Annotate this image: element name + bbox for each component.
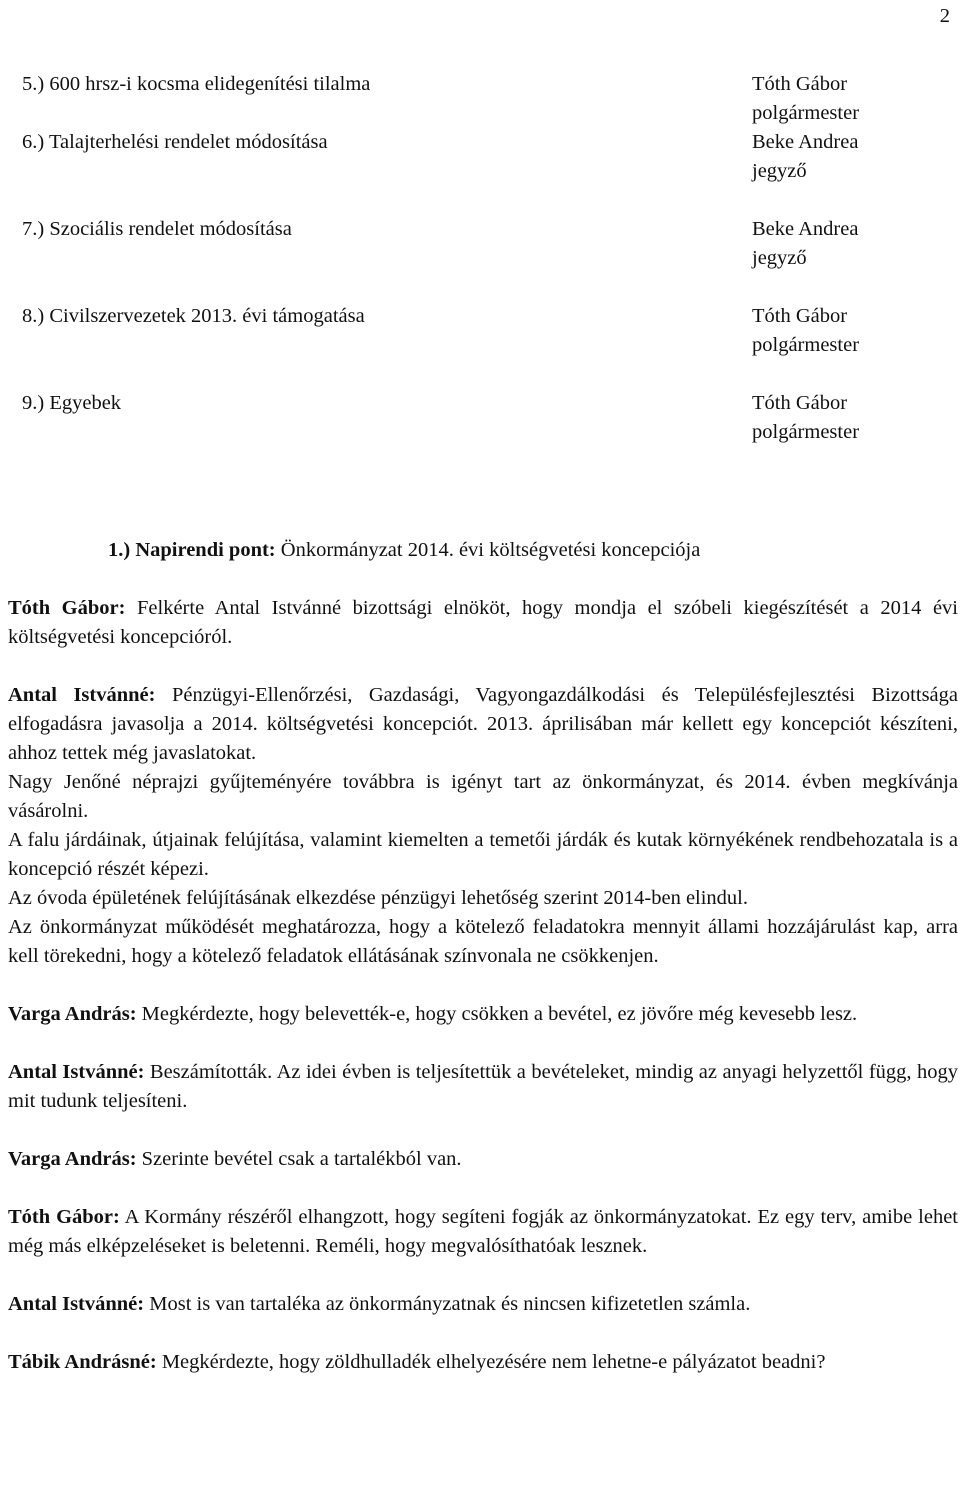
presenter-role: polgármester xyxy=(752,334,860,356)
speaker-name: Tábik Andrásné: xyxy=(8,1351,157,1373)
presenter-name: Tóth Gábor xyxy=(752,305,848,327)
meeting-minutes xyxy=(8,594,958,1377)
minutes-paragraph xyxy=(8,1348,958,1377)
presenter-name: Tóth Gábor xyxy=(752,392,848,414)
agenda-item xyxy=(22,389,952,447)
presenter-role: polgármester xyxy=(752,421,860,443)
agenda-item-presenter xyxy=(752,128,858,186)
paragraph-text: Pénzügyi-Ellenőrzési, Gazdasági, Vagyongazdálkodási és Településfejlesztési Bizottsága elfogadásra javasolja a 2014. költségvetési koncepciót. 2013. áprilisában már kellett egy koncepciót készíteni, ahhoz tettek még javaslatokat. xyxy=(8,684,958,764)
minutes-paragraph xyxy=(8,1290,958,1319)
minutes-paragraph xyxy=(8,681,958,768)
agenda-item xyxy=(22,215,952,302)
minutes-paragraph xyxy=(8,768,958,826)
agenda-item-title: 8.) Civilszervezetek 2013. évi támogatása xyxy=(22,305,365,327)
speaker-name: Tóth Gábor: xyxy=(8,1206,120,1228)
presenter-name: Tóth Gábor xyxy=(752,73,848,95)
agenda-item xyxy=(22,302,952,389)
minutes-paragraph xyxy=(8,1058,958,1116)
agenda-topic-heading xyxy=(108,536,700,565)
agenda-list xyxy=(22,70,952,447)
paragraph-text: Beszámították. Az idei évben is teljesítettük a bevételeket, mindig az anyagi helyzettől függ, hogy mit tudunk teljesíteni. xyxy=(8,1061,958,1112)
presenter-role: polgármester xyxy=(752,102,860,124)
topic-label: 1.) Napirendi pont: xyxy=(108,539,276,561)
agenda-item xyxy=(22,128,952,215)
paragraph-text: Nagy Jenőné néprajzi gyűjteményére továbbra is igényt tart az önkormányzat, és 2014. évben megkívánja vásárolni. xyxy=(8,771,958,822)
minutes-paragraph xyxy=(8,826,958,884)
agenda-item-title: 5.) 600 hrsz-i kocsma elidegenítési tilalma xyxy=(22,73,371,95)
agenda-item-presenter xyxy=(752,70,859,128)
agenda-item-title: 9.) Egyebek xyxy=(22,392,122,414)
paragraph-text: Megkérdezte, hogy belevették-e, hogy csökken a bevétel, ez jövőre még kevesebb lesz. xyxy=(136,1003,858,1025)
speaker-name: Antal Istvánné: xyxy=(8,684,156,706)
minutes-paragraph xyxy=(8,884,958,913)
presenter-role: jegyző xyxy=(752,160,807,182)
paragraph-text: A falu járdáinak, útjainak felújítása, valamint kiemelten a temetői járdák és kutak környékének rendbehozatala is a koncepció részét képezi. xyxy=(8,829,958,880)
paragraph-text: A Kormány részéről elhangzott, hogy segíteni fogják az önkormányzatokat. Ez egy terv, amibe lehet még más elképzeléseket is beletenni. Reméli, hogy megvalósíthatóak lesznek. xyxy=(8,1206,958,1257)
presenter-name: Beke Andrea xyxy=(752,131,859,153)
agenda-item-title: 6.) Talajterhelési rendelet módosítása xyxy=(22,131,328,153)
speaker-name: Varga András: xyxy=(8,1003,137,1025)
presenter-role: jegyző xyxy=(752,247,807,269)
minutes-paragraph xyxy=(8,594,958,652)
agenda-item xyxy=(22,70,952,128)
paragraph-text: Az önkormányzat működését meghatározza, hogy a kötelező feladatokra mennyit állami hozzájárulást kap, arra kell törekedni, hogy a kötelező feladatok ellátásának színvonala ne csökkenjen. xyxy=(8,916,958,967)
minutes-paragraph xyxy=(8,1145,958,1174)
speaker-name: Antal Istvánné: xyxy=(8,1061,145,1083)
topic-text: Önkormányzat 2014. évi költségvetési koncepciója xyxy=(275,539,701,561)
page-number: 2 xyxy=(939,5,950,27)
speaker-name: Antal Istvánné: xyxy=(8,1293,145,1315)
speaker-name: Varga András: xyxy=(8,1148,137,1170)
speaker-name: Tóth Gábor: xyxy=(8,597,126,619)
paragraph-text: Felkérte Antal Istvánné bizottsági elnököt, hogy mondja el szóbeli kiegészítését a 2014 évi költségvetési koncepcióról. xyxy=(8,597,958,648)
agenda-item-presenter xyxy=(752,302,859,360)
paragraph-text: Most is van tartaléka az önkormányzatnak és nincsen kifizetetlen számla. xyxy=(144,1293,751,1315)
paragraph-text: Szerinte bevétel csak a tartalékból van. xyxy=(136,1148,462,1170)
paragraph-text: Megkérdezte, hogy zöldhulladék elhelyezésére nem lehetne-e pályázatot beadni? xyxy=(156,1351,826,1373)
minutes-paragraph xyxy=(8,1203,958,1261)
agenda-item-presenter xyxy=(752,389,859,447)
presenter-name: Beke Andrea xyxy=(752,218,859,240)
minutes-paragraph xyxy=(8,1000,958,1029)
paragraph-text: Az óvoda épületének felújításának elkezdése pénzügyi lehetőség szerint 2014-ben elindul. xyxy=(8,887,749,909)
agenda-item-presenter xyxy=(752,215,858,273)
agenda-item-title: 7.) Szociális rendelet módosítása xyxy=(22,218,292,240)
minutes-paragraph xyxy=(8,913,958,971)
